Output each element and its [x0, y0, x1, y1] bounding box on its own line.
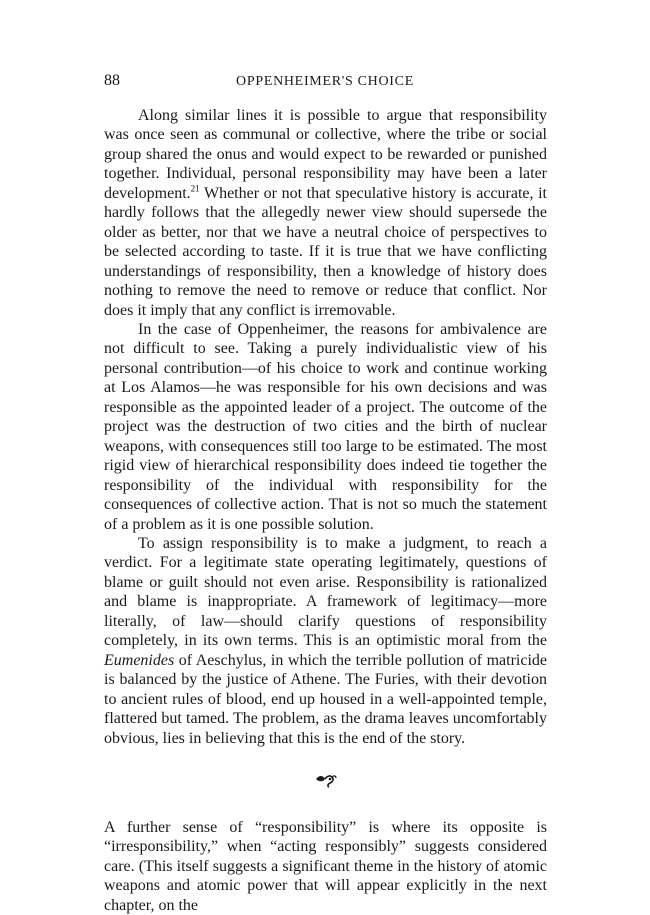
running-head: OPPENHEIMER'S CHOICE	[236, 74, 414, 89]
paragraph-1: Along similar lines it is possible to argue that responsibility was once seen as communal or collective, where the tribe or social group shared the onus and would expect to be rewarded or punished together. Individual, personal responsibility may have been a later development.$^{21}$ Whether or not that speculative history is accurate, it hardly follows that the allegedly newer view should supersede the older as better, nor that we have a neutral choice of perspectives to be selected according to taste. If it is true that we have conflicting understandings of responsibility, then a knowledge of history does nothing to remove the need to remove or reduce that conflict. Nor does it imply that any conflict is irremovable.	[104, 107, 547, 319]
work-title: Eumenides	[104, 651, 175, 669]
body-text	[104, 106, 547, 915]
footnote-ref[interactable]: 21	[190, 183, 200, 194]
paragraph-2: In the case of Oppenheimer, the reasons for ambivalence are not difficult to see. Taking a purely individualistic view of his personal contribution—of his choice to work and continue working at Los Alamos—he was responsible for his own decisions and was responsible as the appointed leader of a project. The outcome of the project was the destruction of two cities and the birth of nuclear weapons, with consequences still too large to be estimated. The most rigid view of hierarchical responsibility does indeed tie together the responsibility of the individual with responsibility for the consequences of collective action. That is not so much the statement of a problem as it is one possible solution.	[104, 320, 547, 533]
page-number: 88	[104, 72, 120, 89]
paragraph-3: To assign responsibility is to make a judgment, to reach a verdict. For a legitimate state operating legitimately, questions of blame or guilt should not even arise. Responsibility is rationalized and blame is inappropriate. A framework of legitimacy—more literally, of law—should clarify questions of responsibility completely, in its own terms. This is an optimistic moral from the Eumenides of Aeschylus, in which the terrible pollution of matricide is balanced by the justice of Athene. The Furies, with their devotion to ancient rules of blood, end up housed in a well-appointed temple, flattered but tamed. The problem, as the drama leaves uncomfortably obvious, lies in believing that this is the end of the story.	[104, 534, 547, 747]
section-break-ornament-icon	[104, 772, 547, 792]
paragraph-4: A further sense of “responsibility” is where its opposite is “irresponsibility,” when “acting responsibly” suggests considered care. (This itself suggests a significant theme in the history of atomic weapons and atomic power that will appear explicitly in the next chapter, on the	[104, 818, 547, 914]
page-header	[104, 72, 546, 94]
